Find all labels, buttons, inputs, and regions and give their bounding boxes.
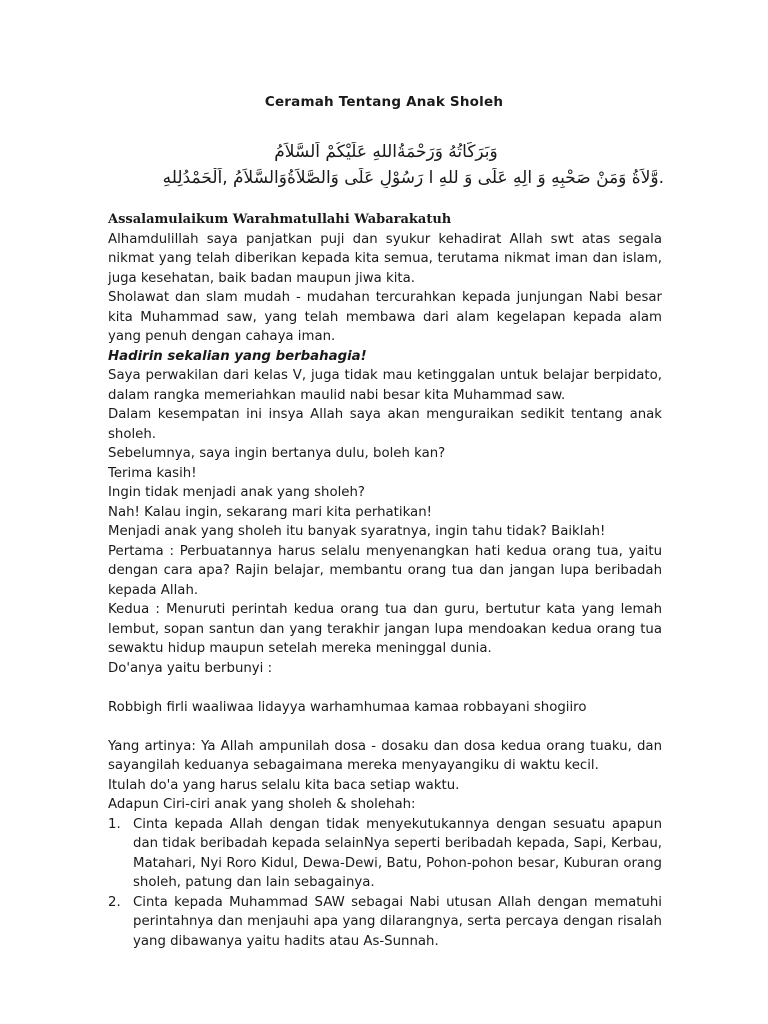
- paragraph-alhamdulillah: Alhamdulillah saya panjatkan puji dan syukur kehadirat Allah swt atas segala nikmat yang telah diberikan kepada kita semua, terutama nikmat iman dan islam, juga kesehatan, baik badan maupun jiwa kita.: [108, 231, 662, 286]
- line-nah: Nah! Kalau ingin, sekarang mari kita perhatikan!: [108, 504, 432, 520]
- line-ingin: Ingin tidak menjadi anak yang sholeh?: [108, 485, 365, 500]
- line-menjadi: Menjadi anak yang sholeh itu banyak syaratnya, ingin tahu tidak? Baiklah!: [108, 524, 606, 539]
- arabic-hamdalah-line: .وَّلاَةُ وَمَنْ صَحْبِهِ وَ الِهِ عَلَى وَ للهِ ا رَسُوْلِ عَلَى وَالصَّلاَةُوَالسَّلاَمُ ,اَلْحَمْدُلِلهِ: [162, 168, 664, 188]
- line-doa: Do'anya yaitu berbunyi :: [108, 660, 273, 676]
- greeting: Assalamulaikum Warahmatullahi Wabarakatuh: [108, 212, 452, 227]
- paragraph-kesempatan: Dalam kesempatan ini insya Allah saya akan menguraikan sedikit tentang anak sholeh.: [108, 407, 662, 442]
- paragraph-perwakilan: Saya perwakilan dari kelas V, juga tidak mau ketinggalan untuk belajar berpidato, dalam rangka memeriahkan maulid nabi besar kita Muhammad saw.: [108, 368, 662, 403]
- paragraph-sholawat: Sholawat dan slam mudah - mudahan tercurahkan kepada junjungan Nabi besar kita Muhammad saw, yang telah membawa dari alam kegelapan kepada alam yang penuh dengan cahaya iman.: [108, 290, 662, 344]
- speech-body: [108, 210, 662, 951]
- paragraph-pertama: Pertama : Perbuatannya harus selalu menyenangkan hati kedua orang tua, yaitu dengan cara apa? Rajin belajar, membantu orang tua dan jangan lupa beribadah kepada Allah.: [108, 543, 662, 598]
- list-text: Cinta kepada Muhammad SAW sebagai Nabi utusan Allah dengan mematuhi perintahnya dan menjauhi apa yang dilarangnya, serta percaya dengan risalah yang dibawanya yaitu hadits atau As-Sunnah.: [133, 894, 662, 949]
- list-text: Cinta kepada Allah dengan tidak menyekutukannya dengan sesuatu apapun dan tidak beribadah kepada selainNya seperti beribadah kepada, Sapi, Kerbau, Matahari, Nyi Roro Kidul, Dewa-Dewi, Batu, Pohon-pohon besar, Kuburan orang sholeh, patung dan lain sebagainya.: [133, 816, 662, 890]
- line-robbigh: Robbigh firli waaliwaa lidayya warhamhumaa kamaa robbayani shogiiro: [108, 699, 587, 715]
- line-itulah: Itulah do'a yang harus selalu kita baca setiap waktu.: [108, 777, 460, 793]
- spacer: [108, 717, 662, 737]
- spacer: [108, 678, 662, 698]
- paragraph-artinya: Yang artinya: Ya Allah ampunilah dosa - dosaku dan dosa kedua orang tuaku, dan sayangilah keduanya sebagaimana mereka menyayangiku di waktu kecil.: [108, 738, 662, 773]
- list-number: 1.: [108, 816, 121, 832]
- line-adapun: Adapun Ciri-ciri anak yang sholeh & sholehah:: [108, 797, 416, 812]
- paragraph-kedua: Kedua : Menuruti perintah kedua orang tua dan guru, bertutur kata yang lemah lembut, sopan santun dan yang terakhir jangan lupa mendoakan kedua orang tua sewaktu hidup maupun setelah mereka meninggal dunia.: [108, 602, 662, 656]
- line-terima-kasih: Terima kasih!: [108, 465, 197, 481]
- line-sebelumnya: Sebelumnya, saya ingin bertanya dulu, boleh kan?: [108, 446, 446, 461]
- list-number: 2.: [108, 894, 121, 910]
- arabic-salam-line: وَبَرَكَاتُهُ وَرَحْمَةُاللهِ عَلَيْكُمْ اَلسَّلاَمُ: [274, 142, 498, 162]
- list-item: [108, 893, 662, 952]
- document-title: Ceramah Tentang Anak Sholeh: [264, 94, 504, 110]
- list-item: [108, 815, 662, 893]
- hadirin-heading: Hadirin sekalian yang berbahagia!: [108, 348, 367, 364]
